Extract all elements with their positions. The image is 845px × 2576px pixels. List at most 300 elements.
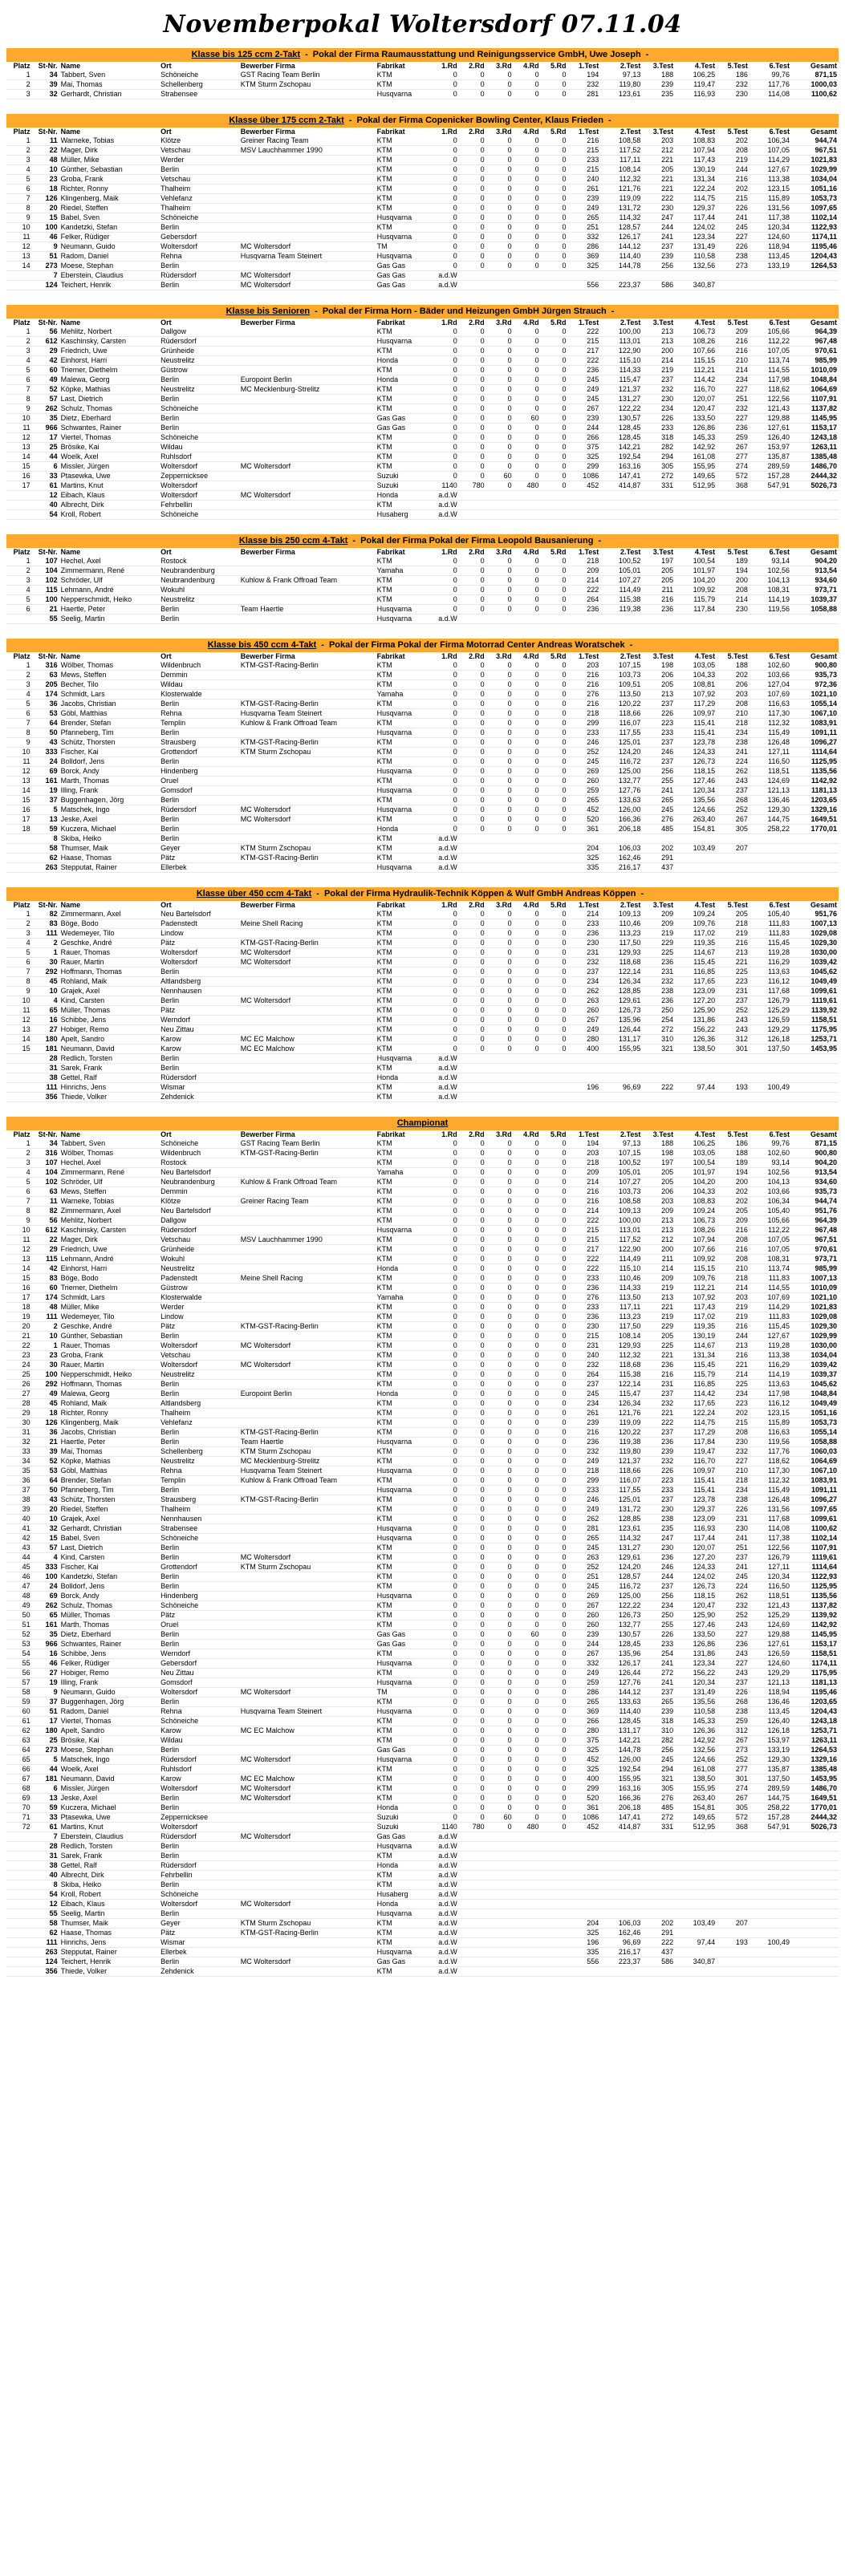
table-cell: 0 [486,462,514,472]
table-cell: Neu Zittau [159,1669,239,1678]
column-header: 1.Test [578,318,599,327]
table-cell: 256 [642,262,675,271]
table-row [6,90,839,99]
table-cell [600,271,642,281]
table-cell: 216 [717,175,750,185]
table-cell [6,1842,32,1852]
table-cell: 0 [541,1045,568,1054]
table-cell: 115 [32,586,59,595]
table-cell: MC EC Malchow [239,1726,376,1736]
table-cell: 0 [486,233,514,242]
table-cell: Strabensee [159,90,239,99]
table-cell: 105,01 [600,1168,642,1178]
table-cell: 232 [717,1447,750,1457]
table-row [6,1601,839,1611]
table-cell: KTM [376,1698,432,1707]
table-cell: Husaberg [376,510,432,520]
table-cell: 368 [717,1823,750,1832]
table-cell: KTM [376,1284,432,1293]
table-cell: 0 [459,1736,486,1746]
table-cell [6,281,32,290]
table-cell: KTM [376,1149,432,1158]
table-cell [717,1073,750,1083]
table-cell: 0 [486,929,514,939]
table-cell: 118,66 [600,1466,642,1476]
column-header: 4.Rd [523,652,539,660]
table-cell: Brender, Stefan [59,1476,160,1486]
table-cell [717,1832,750,1842]
table-cell [791,1073,839,1083]
table-cell: Husqvarna [376,1755,432,1765]
table-cell [791,1957,839,1967]
table-cell: 126,59 [750,1016,791,1025]
column-header: 2.Test [620,128,641,136]
table-cell: 274 [717,1784,750,1794]
table-cell: 100 [32,223,59,233]
table-cell: 97,13 [600,1139,642,1149]
table-cell: Berlin [159,262,239,271]
table-cell [717,271,750,281]
table-cell [750,281,791,290]
table-cell: 117,29 [675,700,717,709]
table-cell [568,271,601,281]
table-cell: KTM [376,1505,432,1515]
table-row [6,1707,839,1717]
table-cell: KTM [376,948,432,958]
table-cell: 0 [432,557,459,566]
table-cell: 12 [6,433,32,443]
table-cell: KTM [376,595,432,605]
table-cell: 118,68 [600,958,642,968]
table-cell: 280 [568,1726,601,1736]
table-cell: 113,45 [750,1707,791,1717]
table-cell: 56 [6,1669,32,1678]
table-cell: 0 [514,1736,541,1746]
table-cell: 45 [32,1399,59,1409]
table-cell: 256 [642,1592,675,1601]
table-cell: 0 [459,1563,486,1572]
table-cell [6,1093,32,1102]
table-cell: 1049,49 [791,1399,839,1409]
table-cell: 50 [6,1611,32,1621]
table-cell: 4 [6,939,32,948]
table-cell: 14 [6,452,32,462]
table-cell: 0 [432,1544,459,1553]
table-cell: 0 [514,1312,541,1322]
table-cell [459,1948,486,1957]
table-cell: Berlin [159,1909,239,1919]
table-cell: 212 [642,146,675,156]
table-cell: 222 [642,1418,675,1428]
table-cell: 0 [514,1765,541,1775]
table-cell: 0 [541,557,568,566]
table-cell: 0 [541,1621,568,1630]
table-cell: 56 [32,1216,59,1226]
table-cell: 0 [432,680,459,690]
table-cell [239,1409,376,1418]
table-cell: Woltersdorf [159,242,239,252]
table-cell: 951,76 [791,1207,839,1216]
table-cell: 259 [568,786,601,796]
table-cell: 223 [717,1399,750,1409]
table-cell: 0 [541,709,568,719]
column-header: 4.Rd [523,901,539,909]
table-cell: 120,22 [600,1428,642,1438]
table-cell: 0 [514,728,541,738]
table-cell: 53 [32,709,59,719]
table-cell [239,1006,376,1016]
table-cell: 181 [32,1775,59,1784]
table-cell: 209 [568,1168,601,1178]
table-cell: 114,67 [675,1341,717,1351]
table-cell: 0 [486,605,514,615]
table-cell: a.d.W [432,510,459,520]
table-cell: 5 [6,366,32,375]
table-cell: 53 [32,1466,59,1476]
table-cell: 0 [541,1515,568,1524]
table-cell [459,1909,486,1919]
table-cell [675,1880,717,1890]
table-cell [791,491,839,501]
table-cell: 135,56 [675,796,717,805]
table-cell [239,1736,376,1746]
table-cell [750,1093,791,1102]
table-cell [600,1093,642,1102]
table-cell: 103,49 [675,844,717,854]
table-cell: 0 [459,1582,486,1592]
table-cell: 0 [432,1678,459,1688]
table-cell: Woltersdorf [159,1688,239,1698]
table-cell [568,1871,601,1880]
table-cell: 115,49 [750,1486,791,1495]
table-cell: Neustrelitz [159,1457,239,1466]
table-cell: 117,43 [675,1303,717,1312]
table-cell: 0 [432,1457,459,1466]
table-cell: 239 [568,1630,601,1640]
table-cell: 0 [486,1736,514,1746]
table-cell [514,615,541,624]
table-cell: 128,45 [600,433,642,443]
table-cell: 263 [568,1553,601,1563]
table-cell: 0 [459,690,486,700]
table-cell: 127,61 [750,1640,791,1649]
table-cell: 0 [514,1006,541,1016]
table-cell: Padenstedt [159,1274,239,1284]
table-cell: 118,68 [600,1361,642,1370]
table-cell [239,156,376,165]
table-cell: 6 [6,1187,32,1197]
table-cell: 331 [642,481,675,491]
table-cell: 237 [717,1678,750,1688]
table-cell: 227 [717,1457,750,1466]
table-cell [239,1370,376,1380]
table-cell: 117,11 [600,1303,642,1312]
table-cell: 39 [6,1505,32,1515]
table-cell: 232 [568,80,601,90]
table-cell: 0 [541,1688,568,1698]
table-cell: 0 [514,1515,541,1524]
table-cell: 131,72 [600,1505,642,1515]
table-cell: Lehmann, André [59,586,160,595]
table-cell: 0 [459,80,486,90]
table-cell: 0 [514,1726,541,1736]
table-cell: 0 [459,146,486,156]
table-cell: 109,92 [675,1255,717,1264]
table-cell: 1140 [432,481,459,491]
table-cell [717,1852,750,1861]
table-cell: 202 [642,844,675,854]
table-cell: 0 [432,728,459,738]
table-cell: 6 [6,605,32,615]
table-cell: Lindow [159,929,239,939]
table-cell: KTM [376,1274,432,1284]
table-cell: Templin [159,719,239,728]
table-cell: 4 [6,586,32,595]
table-cell: 967,48 [791,337,839,347]
table-cell: 37 [32,796,59,805]
table-cell: 247 [642,213,675,223]
table-cell [6,1054,32,1064]
table-cell: 214 [642,1264,675,1274]
table-cell: Jacobs, Christian [59,700,160,709]
table-cell: 129,29 [750,1025,791,1035]
table-cell: 115,38 [600,1370,642,1380]
table-cell: 0 [514,968,541,977]
table-cell: a.d.W [432,1064,459,1073]
table-cell: Kroll, Robert [59,510,160,520]
table-cell: 1029,99 [791,1332,839,1341]
table-cell: 266 [568,433,601,443]
table-cell: 131,56 [750,204,791,213]
table-cell: 113,63 [750,1380,791,1389]
table-cell: 33 [32,472,59,481]
table-cell: 45 [32,977,59,987]
table-cell: 102,56 [750,566,791,576]
table-cell [239,1823,376,1832]
table-cell: 0 [459,1803,486,1813]
table-cell: 205 [642,165,675,175]
table-cell: 237 [642,757,675,767]
table-cell: 0 [486,1187,514,1197]
table-cell: Brösike, Kai [59,443,160,452]
table-cell: 107,69 [750,690,791,700]
table-cell: Berlin [159,1544,239,1553]
table-cell: 129,93 [600,948,642,958]
table-cell: MC Woltersdorf [239,815,376,825]
table-cell: KTM Sturm Zschopau [239,844,376,854]
table-cell: Riedel, Steffen [59,1505,160,1515]
table-cell: 252 [717,1755,750,1765]
table-cell: Günther, Sebastian [59,1332,160,1341]
table-cell: 0 [541,1601,568,1611]
table-cell: MC Woltersdorf [239,271,376,281]
table-cell: Berlin [159,1486,239,1495]
table-cell: 0 [541,1235,568,1245]
table-cell: 129,29 [750,1669,791,1678]
column-header: 1.Rd [441,548,457,556]
table-row [6,825,839,834]
table-cell: 0 [432,1563,459,1572]
column-header: 3.Rd [496,548,512,556]
table-cell: 0 [514,404,541,414]
table-cell: MC Woltersdorf [239,958,376,968]
table-cell: 0 [514,80,541,90]
table-cell: 0 [541,233,568,242]
table-cell: 0 [514,433,541,443]
table-cell: 124,33 [675,748,717,757]
table-cell: 5 [6,175,32,185]
table-cell: 16 [6,472,32,481]
table-cell: Einhorst, Harri [59,356,160,366]
table-cell: 0 [459,595,486,605]
table-cell: 102,56 [750,1168,791,1178]
column-header: 3.Rd [496,901,512,909]
table-row [6,1235,839,1245]
table-cell: Haertle, Peter [59,1438,160,1447]
table-cell [239,1880,376,1890]
table-cell: KTM [376,1351,432,1361]
table-cell: 1137,82 [791,1601,839,1611]
table-cell: 231 [642,968,675,977]
table-cell: 0 [514,1544,541,1553]
table-row [6,213,839,223]
table-cell: 316 [32,661,59,671]
table-cell: Pätz [159,1611,239,1621]
table-cell: a.d.W [432,1861,459,1871]
table-cell: Husqvarna Team Steinert [239,1707,376,1717]
table-cell: 244 [642,223,675,233]
table-cell: 0 [459,1765,486,1775]
table-cell: Padenstedt [159,919,239,929]
table-cell: 0 [459,576,486,586]
table-cell: 149,65 [675,1813,717,1823]
table-cell [239,1649,376,1659]
table-cell: Husqvarna Team Steinert [239,252,376,262]
table-cell: 0 [486,204,514,213]
column-header: 2.Rd [469,318,485,327]
table-cell: 17 [32,433,59,443]
table-cell: Felker, Rüdiger [59,233,160,242]
table-cell: 263,40 [675,815,717,825]
table-cell: 49 [6,1601,32,1611]
table-cell: 0 [432,1235,459,1245]
table-cell [750,615,791,624]
table-cell [642,615,675,624]
table-cell [717,1054,750,1064]
column-header: 2.Rd [469,652,485,660]
table-cell [541,1861,568,1871]
table-cell [541,854,568,863]
table-cell: 12 [32,1900,59,1909]
table-cell: 0 [486,1418,514,1428]
table-cell: Husqvarna [376,605,432,615]
table-cell: 161,08 [675,1765,717,1775]
table-cell: 0 [486,347,514,356]
table-cell: Matschek, Ingo [59,805,160,815]
table-cell: 0 [459,1351,486,1361]
column-header: Ort [160,128,172,136]
table-cell: Köpke, Mathias [59,385,160,395]
table-cell: 114,55 [750,1284,791,1293]
table-cell [717,1900,750,1909]
table-cell: 251 [717,395,750,404]
table-cell [239,1659,376,1669]
table-cell [486,834,514,844]
table-cell: 0 [486,1698,514,1707]
table-row [6,1746,839,1755]
table-cell: Berlin [159,1553,239,1563]
table-cell: 0 [432,825,459,834]
table-cell: Husqvarna [376,615,432,624]
table-cell: 230 [642,1544,675,1553]
table-cell: 305 [642,462,675,472]
table-cell: KTM [376,1341,432,1351]
table-row [6,1669,839,1678]
table-cell: Rohland, Maik [59,1399,160,1409]
table-cell: 0 [486,175,514,185]
table-cell [541,1900,568,1909]
table-cell: Kind, Carsten [59,1553,160,1563]
table-cell [514,1890,541,1900]
table-cell: 11 [6,1006,32,1016]
table-cell: 206 [642,671,675,680]
table-cell [717,1842,750,1852]
table-cell: 239 [642,80,675,90]
table-cell [717,1064,750,1073]
table-cell: Dietz, Eberhard [59,1630,160,1640]
table-cell: Rüdersdorf [159,1861,239,1871]
table-cell: 186 [717,71,750,80]
table-cell: 11 [6,424,32,433]
table-cell: 232 [717,1601,750,1611]
table-cell: 262 [32,1601,59,1611]
table-cell: Husqvarna [376,786,432,796]
table-cell: Gerhardt, Christian [59,1524,160,1534]
table-cell [600,1852,642,1861]
table-cell: 452 [568,1755,601,1765]
table-cell: 0 [514,1803,541,1813]
table-cell: 124,69 [750,777,791,786]
table-cell: 122,56 [750,395,791,404]
table-cell: 194 [568,1139,601,1149]
table-cell: 12 [6,767,32,777]
table-cell: 0 [459,233,486,242]
table-cell: Skiba, Heiko [59,834,160,844]
table-cell [486,1890,514,1900]
table-cell: Berlin [159,281,239,290]
table-cell: 21 [6,1332,32,1341]
table-cell [642,501,675,510]
table-cell: 48 [32,1303,59,1312]
table-cell: 0 [514,1216,541,1226]
table-cell: 127,46 [675,1621,717,1630]
table-cell: 221 [717,1361,750,1370]
table-cell: 273 [32,262,59,271]
table-cell [239,356,376,366]
table-cell: 113,38 [750,175,791,185]
table-cell: 126,36 [675,1035,717,1045]
table-cell: Berlin [159,1389,239,1399]
table-cell: KTM [376,1235,432,1245]
table-cell: Schöneiche [159,1601,239,1611]
table-cell: a.d.W [432,615,459,624]
table-cell: 41 [6,1524,32,1534]
table-cell: 0 [459,1361,486,1370]
table-cell: 12 [32,491,59,501]
table-cell: 7 [6,194,32,204]
table-cell: 97,44 [675,1083,717,1093]
table-cell: 281 [568,1524,601,1534]
